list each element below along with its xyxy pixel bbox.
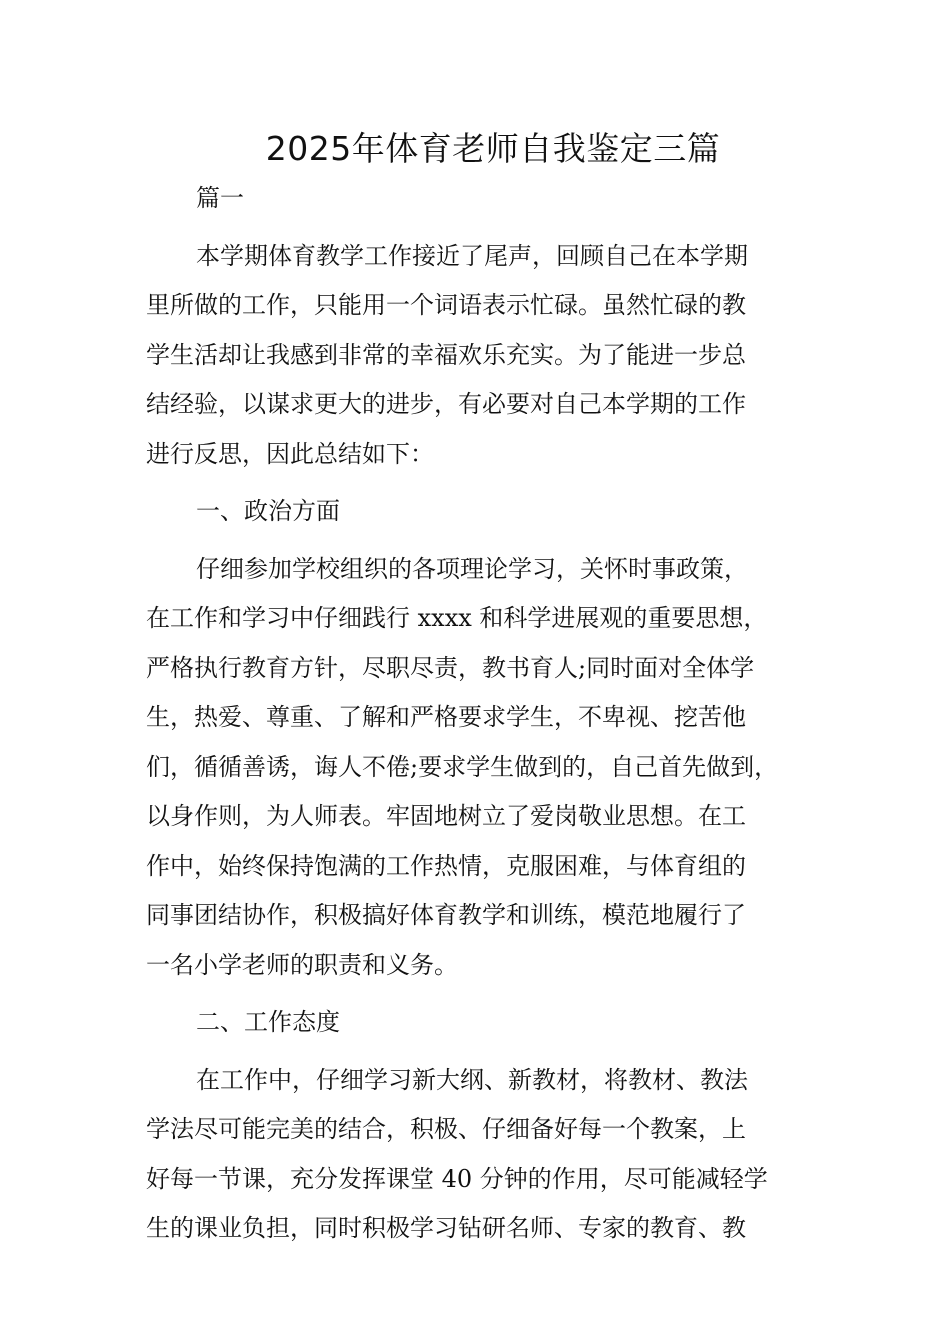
paragraph-line: 里所做的工作，只能用一个词语表示忙碌。虽然忙碌的教: [146, 291, 746, 319]
part-label: 篇一: [196, 184, 244, 212]
paragraph-line: 严格执行教育方针，尽职尽责，教书育人;同时面对全体学: [146, 653, 755, 682]
politics-paragraph: [146, 545, 810, 991]
paragraph-line: 以身作则，为人师表。牢固地树立了爱岗敬业思想。在工: [146, 802, 746, 830]
section-heading-attitude: 二、工作态度: [196, 1008, 340, 1036]
paragraph-line: 结经验，以谋求更大的进步，有必要对自己本学期的工作: [146, 390, 746, 418]
paragraph-line: 们，循循善诱，诲人不倦;要求学生做到的，自己首先做到，: [146, 752, 779, 781]
paragraph-line: 生，热爱、尊重、了解和严格要求学生，不卑视、挖苦他: [146, 703, 746, 731]
document-page: [146, 126, 810, 1254]
paragraph-line: 同事团结协作，积极搞好体育教学和训练，模范地履行了: [146, 901, 746, 929]
paragraph-line: 一名小学老师的职责和义务。: [146, 950, 458, 979]
paragraph-line: 在工作和学习中仔细践行 xxxx 和科学进展观的重要思想，: [146, 604, 768, 632]
paragraph-line: 生的课业负担，同时积极学习钻研名师、专家的教育、教: [146, 1214, 746, 1242]
paragraph-line: 作中，始终保持饱满的工作热情，克服困难，与体育组的: [146, 851, 746, 880]
document-title: 2025年体育老师自我鉴定三篇: [265, 129, 721, 168]
paragraph-line: 学生活却让我感到非常的幸福欢乐充实。为了能进一步总: [146, 340, 746, 369]
intro-paragraph: [146, 232, 810, 480]
paragraph-line: 学法尽可能完美的结合，积极、仔细备好每一个教案，上: [146, 1115, 746, 1143]
paragraph-line: 进行反思，因此总结如下：: [146, 439, 434, 468]
attitude-paragraph: [146, 1056, 810, 1254]
paragraph-line: 好每一节课，充分发挥课堂 40 分钟的作用，尽可能减轻学: [146, 1164, 768, 1193]
paragraph-line: 仔细参加学校组织的各项理论学习，关怀时事政策，: [196, 554, 748, 583]
paragraph-line: 本学期体育教学工作接近了尾声，回顾自己在本学期: [196, 241, 748, 270]
section-heading-politics: 一、政治方面: [196, 497, 340, 525]
paragraph-line: 在工作中，仔细学习新大纲、新教材，将教材、教法: [196, 1065, 748, 1094]
